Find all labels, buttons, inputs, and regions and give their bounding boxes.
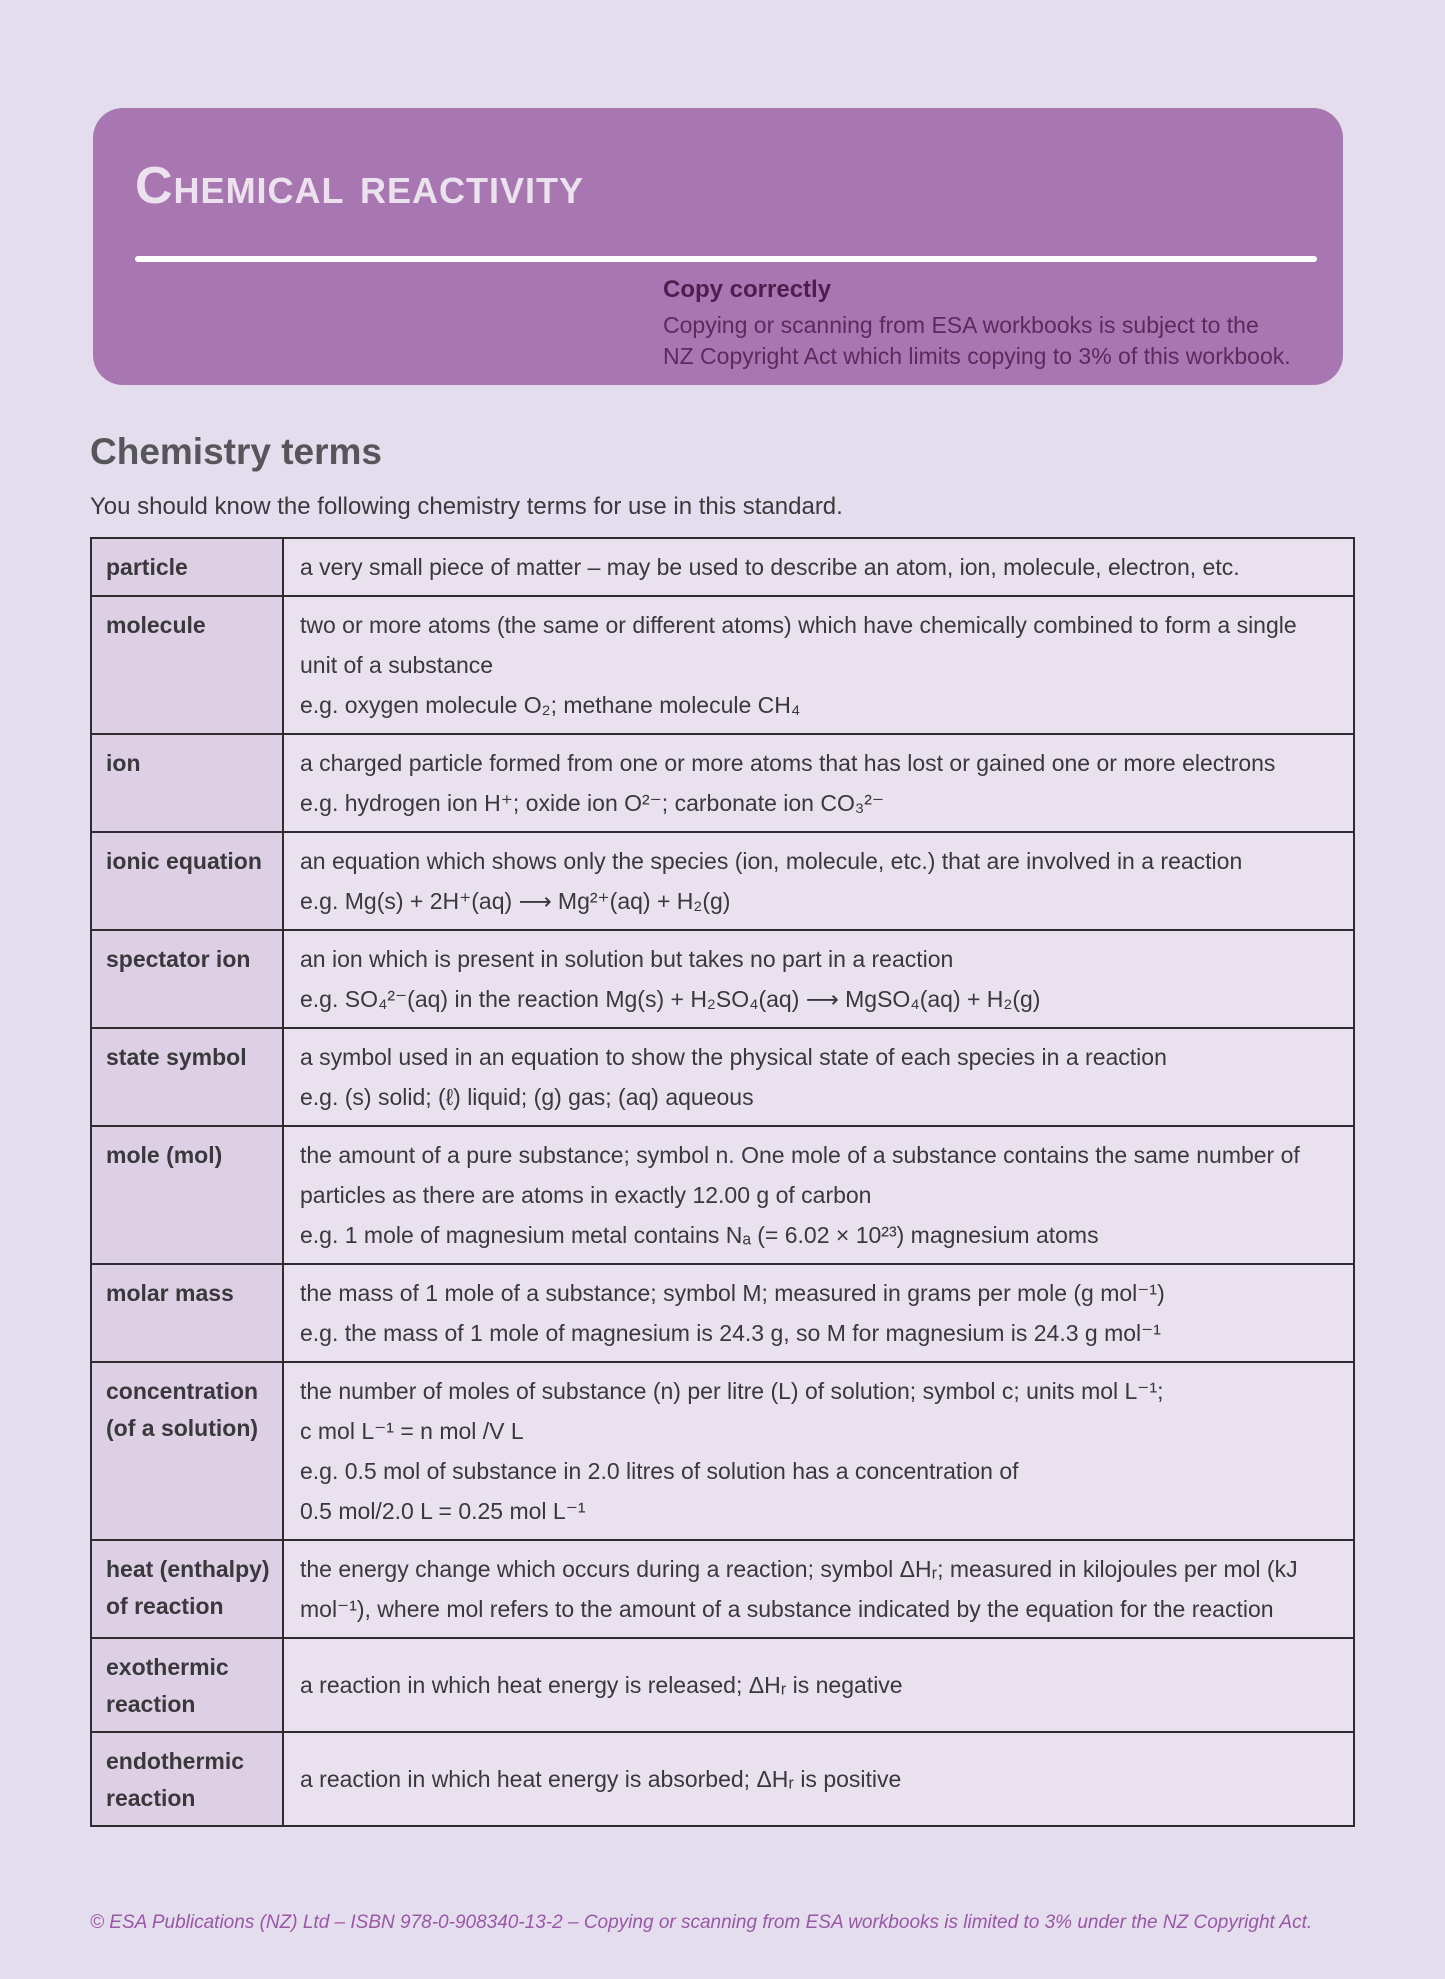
table-row (91, 734, 1354, 832)
definition-line: a reaction in which heat energy is absorbed; ΔHᵣ is positive (300, 1766, 902, 1792)
definition-cell (283, 1540, 1354, 1638)
table-row (91, 596, 1354, 734)
definition-line: the energy change which occurs during a reaction; symbol ΔHᵣ; measured in kilojoules per mol (kJ mol⁻¹), where mol refers to the amount of a substance indicated by the equation for the reaction (300, 1556, 1298, 1622)
definition-cell (283, 832, 1354, 930)
term-cell: molar mass (91, 1264, 283, 1362)
definition-line: a charged particle formed from one or more atoms that has lost or gained one or more electrons (300, 750, 1276, 776)
term-cell: exothermic reaction (91, 1638, 283, 1732)
copy-notice-heading: Copy correctly (663, 276, 832, 303)
definition-line: e.g. SO₄²⁻(aq) in the reaction Mg(s) + H₂SO₄(aq) ⟶ MgSO₄(aq) + H₂(g) (300, 986, 1041, 1012)
definition-line: a reaction in which heat energy is released; ΔHᵣ is negative (300, 1672, 903, 1698)
intro-text: You should know the following chemistry terms for use in this standard. (90, 493, 843, 520)
term-cell: concentration (of a solution) (91, 1362, 283, 1540)
term-cell: ionic equation (91, 832, 283, 930)
copyright-text: © ESA Publications (NZ) Ltd – ISBN 978-0-908340-13-2 – Copying or scanning from ESA workbooks is limited to 3% under the NZ Copyright Act. (90, 1912, 1313, 1933)
definition-line: e.g. (s) solid; (ℓ) liquid; (g) gas; (aq) aqueous (300, 1084, 754, 1110)
definition-cell (283, 1732, 1354, 1826)
table-row (91, 1540, 1354, 1638)
definition-cell (283, 1638, 1354, 1732)
page-footer (90, 1912, 1390, 1934)
definition-line: e.g. 0.5 mol of substance in 2.0 litres of solution has a concentration of (300, 1458, 1019, 1484)
definition-cell (283, 734, 1354, 832)
definition-line: e.g. Mg(s) + 2H⁺(aq) ⟶ Mg²⁺(aq) + H₂(g) (300, 888, 731, 914)
table-row (91, 1126, 1354, 1264)
header-banner (93, 108, 1343, 385)
definition-line: a very small piece of matter – may be used to describe an atom, ion, molecule, electron, etc. (300, 554, 1240, 580)
terms-table-body (91, 538, 1354, 1826)
section-heading: Chemistry terms (90, 431, 383, 472)
definition-cell (283, 1362, 1354, 1540)
definition-line: e.g. the mass of 1 mole of magnesium is 24.3 g, so M for magnesium is 24.3 g mol⁻¹ (300, 1320, 1161, 1346)
title-underline (135, 256, 1317, 262)
definition-cell (283, 1028, 1354, 1126)
term-cell: state symbol (91, 1028, 283, 1126)
definition-line: an equation which shows only the species (ion, molecule, etc.) that are involved in a reaction (300, 848, 1243, 874)
table-row (91, 1028, 1354, 1126)
definition-line: a symbol used in an equation to show the physical state of each species in a reaction (300, 1044, 1167, 1070)
table-row (91, 832, 1354, 930)
definition-line: e.g. 1 mole of magnesium metal contains Nₐ (= 6.02 × 10²³) magnesium atoms (300, 1222, 1099, 1248)
term-cell: heat (enthalpy) of reaction (91, 1540, 283, 1638)
term-cell: molecule (91, 596, 283, 734)
table-row (91, 930, 1354, 1028)
definition-line: two or more atoms (the same or different atoms) which have chemically combined to form a single unit of a substance (300, 612, 1297, 678)
copy-notice-line: NZ Copyright Act which limits copying to 3% of this workbook. (663, 343, 1291, 369)
definition-cell (283, 538, 1354, 596)
definition-line: e.g. hydrogen ion H⁺; oxide ion O²⁻; carbonate ion CO₃²⁻ (300, 790, 885, 816)
definition-line: e.g. oxygen molecule O₂; methane molecule CH₄ (300, 692, 801, 718)
definition-cell (283, 596, 1354, 734)
definition-line: the mass of 1 mole of a substance; symbol M; measured in grams per mole (g mol⁻¹) (300, 1280, 1165, 1306)
definition-cell (283, 1126, 1354, 1264)
page-title: Chemical reactivity (135, 157, 584, 215)
copy-notice (663, 276, 1313, 372)
table-row (91, 1638, 1354, 1732)
term-cell: spectator ion (91, 930, 283, 1028)
table-row (91, 1264, 1354, 1362)
definition-line: 0.5 mol/2.0 L = 0.25 mol L⁻¹ (300, 1498, 586, 1524)
definition-line: the number of moles of substance (n) per litre (L) of solution; symbol c; units mol L⁻¹; (300, 1378, 1164, 1404)
term-cell: endothermic reaction (91, 1732, 283, 1826)
definition-cell (283, 930, 1354, 1028)
term-cell: particle (91, 538, 283, 596)
term-cell: mole (mol) (91, 1126, 283, 1264)
definition-line: c mol L⁻¹ = n mol /V L (300, 1418, 524, 1444)
table-row (91, 1732, 1354, 1826)
copy-notice-line: Copying or scanning from ESA workbooks is subject to the (663, 312, 1259, 338)
page-content (90, 385, 1355, 1827)
terms-table (90, 537, 1355, 1827)
table-row (91, 538, 1354, 596)
definition-cell (283, 1264, 1354, 1362)
definition-line: the amount of a pure substance; symbol n. One mole of a substance contains the same number of particles as there are atoms in exactly 12.00 g of carbon (300, 1142, 1300, 1208)
definition-line: an ion which is present in solution but takes no part in a reaction (300, 946, 954, 972)
table-row (91, 1362, 1354, 1540)
term-cell: ion (91, 734, 283, 832)
